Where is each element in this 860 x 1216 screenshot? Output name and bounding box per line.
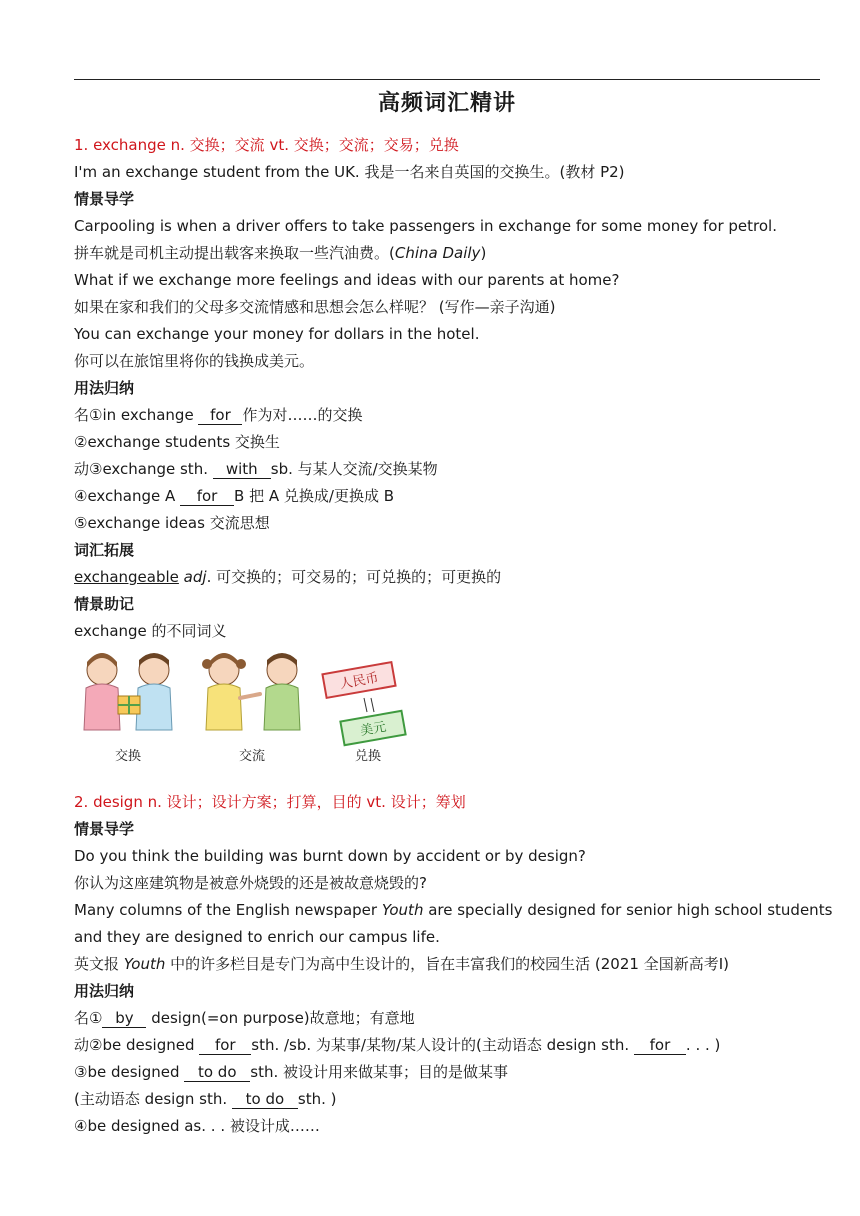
usage-text: ④exchange A bbox=[74, 487, 181, 505]
entry2-ctx2-en bbox=[74, 899, 832, 921]
usage-text: B 把 A 兑换成/更换成 B bbox=[234, 487, 395, 505]
expand-word: exchangeable bbox=[74, 568, 179, 586]
caption-exchange: 交换 bbox=[114, 749, 142, 764]
entry1-ctx2-zh: 如果在家和我们的父母多交流情感和思想会怎么样呢？ (写作—亲子沟通) bbox=[74, 298, 556, 316]
entry2-usage-1 bbox=[74, 1007, 415, 1029]
usage-text: 名① bbox=[74, 1009, 103, 1027]
entry1-example: I'm an exchange student from the UK. 我是一名来自英国的交换生。(教材 P2) bbox=[74, 163, 625, 181]
expand-pos: adj bbox=[183, 568, 207, 586]
entry1-usage-2: ②exchange students 交换生 bbox=[74, 433, 280, 451]
header-rule bbox=[74, 79, 820, 80]
rmb-note: 人民币 bbox=[338, 670, 380, 693]
usage-text: sth. /sb. 为某事/某物/某人设计的(主动语态 design sth. bbox=[251, 1036, 634, 1054]
usage-text: sth. ) bbox=[297, 1090, 337, 1108]
ctx2-title: Youth bbox=[381, 901, 424, 919]
entry2-usage-heading: 用法归纳 bbox=[74, 982, 135, 1000]
expand-definition: . 可交换的；可交易的；可兑换的；可更换的 bbox=[206, 568, 502, 586]
usage-text: 作为对……的交换 bbox=[242, 406, 363, 424]
entry2-usage-2 bbox=[74, 1034, 720, 1056]
usage-text: sth. 被设计用来做某事；目的是做某事 bbox=[250, 1063, 508, 1081]
entry1-usage-1 bbox=[74, 404, 362, 426]
ctx2-zh-text: 中的许多栏目是专门为高中生设计的，旨在丰富我们的校园生活 (2021 全国新高考I) bbox=[165, 955, 729, 973]
entry1-usage-3 bbox=[74, 458, 438, 480]
usage-text: (主动语态 design sth. bbox=[74, 1090, 232, 1108]
entry2-usage-3-active bbox=[74, 1088, 336, 1110]
fill-blank: for bbox=[198, 406, 242, 425]
fill-blank: to do bbox=[232, 1090, 298, 1109]
fill-blank: for bbox=[180, 487, 234, 506]
entry1-ctx3-zh: 你可以在旅馆里将你的钱换成美元。 bbox=[74, 352, 315, 370]
usage-text: . . . ) bbox=[685, 1036, 721, 1054]
entry1-context-heading: 情景导学 bbox=[74, 190, 135, 208]
caption-communicate: 交流 bbox=[238, 749, 266, 764]
entry1-usage-5: ⑤exchange ideas 交流思想 bbox=[74, 514, 270, 532]
ctx1-source: China Daily bbox=[394, 244, 481, 262]
ctx2-zh-title: Youth bbox=[123, 955, 166, 973]
ctx1-close: ) bbox=[480, 244, 487, 262]
entry1-memory-caption: exchange 的不同词义 bbox=[74, 622, 227, 640]
entry1-heading: 1. exchange n. 交换；交流 vt. 交换；交流；交易；兑换 bbox=[74, 136, 459, 154]
entry1-expand-heading: 词汇拓展 bbox=[74, 541, 135, 559]
entry1-usage-4 bbox=[74, 485, 394, 507]
usage-text: 动③exchange sth. bbox=[74, 460, 213, 478]
exchange-illustration bbox=[74, 648, 424, 768]
ctx2-text: Many columns of the English newspaper bbox=[74, 901, 382, 919]
caption-currency: 兑换 bbox=[354, 749, 382, 764]
entry1-expand bbox=[74, 566, 501, 588]
entry2-heading: 2. design n. 设计；设计方案；打算，目的 vt. 设计；筹划 bbox=[74, 793, 466, 811]
entry1-ctx1-en: Carpooling is when a driver offers to take passengers in exchange for some money for petrol. bbox=[74, 217, 777, 235]
fill-blank: by bbox=[102, 1009, 146, 1028]
ctx2-zh-text: 英文报 bbox=[74, 955, 124, 973]
entry1-ctx2-en: What if we exchange more feelings and ideas with our parents at home? bbox=[74, 271, 620, 289]
scene-currency bbox=[322, 662, 405, 745]
entry2-usage-3 bbox=[74, 1061, 508, 1083]
entry2-usage-4: ④be designed as. . . 被设计成…… bbox=[74, 1117, 320, 1135]
fill-blank: to do bbox=[184, 1063, 250, 1082]
usage-text: sb. 与某人交流/交换某物 bbox=[270, 460, 438, 478]
fill-blank: for bbox=[199, 1036, 251, 1055]
ctx2-text: are specially designed for senior high school students bbox=[423, 901, 833, 919]
entry2-ctx2-zh bbox=[74, 953, 729, 975]
page-title: 高频词汇精讲 bbox=[377, 91, 516, 116]
usd-note: 美元 bbox=[359, 719, 388, 740]
usage-text: ③be designed bbox=[74, 1063, 185, 1081]
ctx1-zh-text: 拼车就是司机主动提出载客来换取一些汽油费。( bbox=[74, 244, 395, 262]
scene-exchange-gift bbox=[84, 653, 172, 730]
usage-text: 名①in exchange bbox=[74, 406, 199, 424]
entry1-ctx1-zh bbox=[74, 242, 486, 264]
entry1-ctx3-en: You can exchange your money for dollars in the hotel. bbox=[74, 325, 480, 343]
fill-blank: with bbox=[213, 460, 271, 479]
usage-text: 动②be designed bbox=[74, 1036, 200, 1054]
entry1-usage-heading: 用法归纳 bbox=[74, 379, 135, 397]
entry2-context-heading: 情景导学 bbox=[74, 820, 135, 838]
entry2-ctx1-en: Do you think the building was burnt down by accident or by design? bbox=[74, 847, 586, 865]
entry2-ctx2-en-cont: and they are designed to enrich our campus life. bbox=[74, 928, 440, 946]
entry2-ctx1-zh: 你认为这座建筑物是被意外烧毁的还是被故意烧毁的? bbox=[74, 874, 427, 892]
usage-text: design(=on purpose)故意地；有意地 bbox=[146, 1009, 415, 1027]
scene-communicate bbox=[202, 653, 300, 730]
entry1-memory-heading: 情景助记 bbox=[74, 595, 135, 613]
fill-blank: for bbox=[634, 1036, 686, 1055]
